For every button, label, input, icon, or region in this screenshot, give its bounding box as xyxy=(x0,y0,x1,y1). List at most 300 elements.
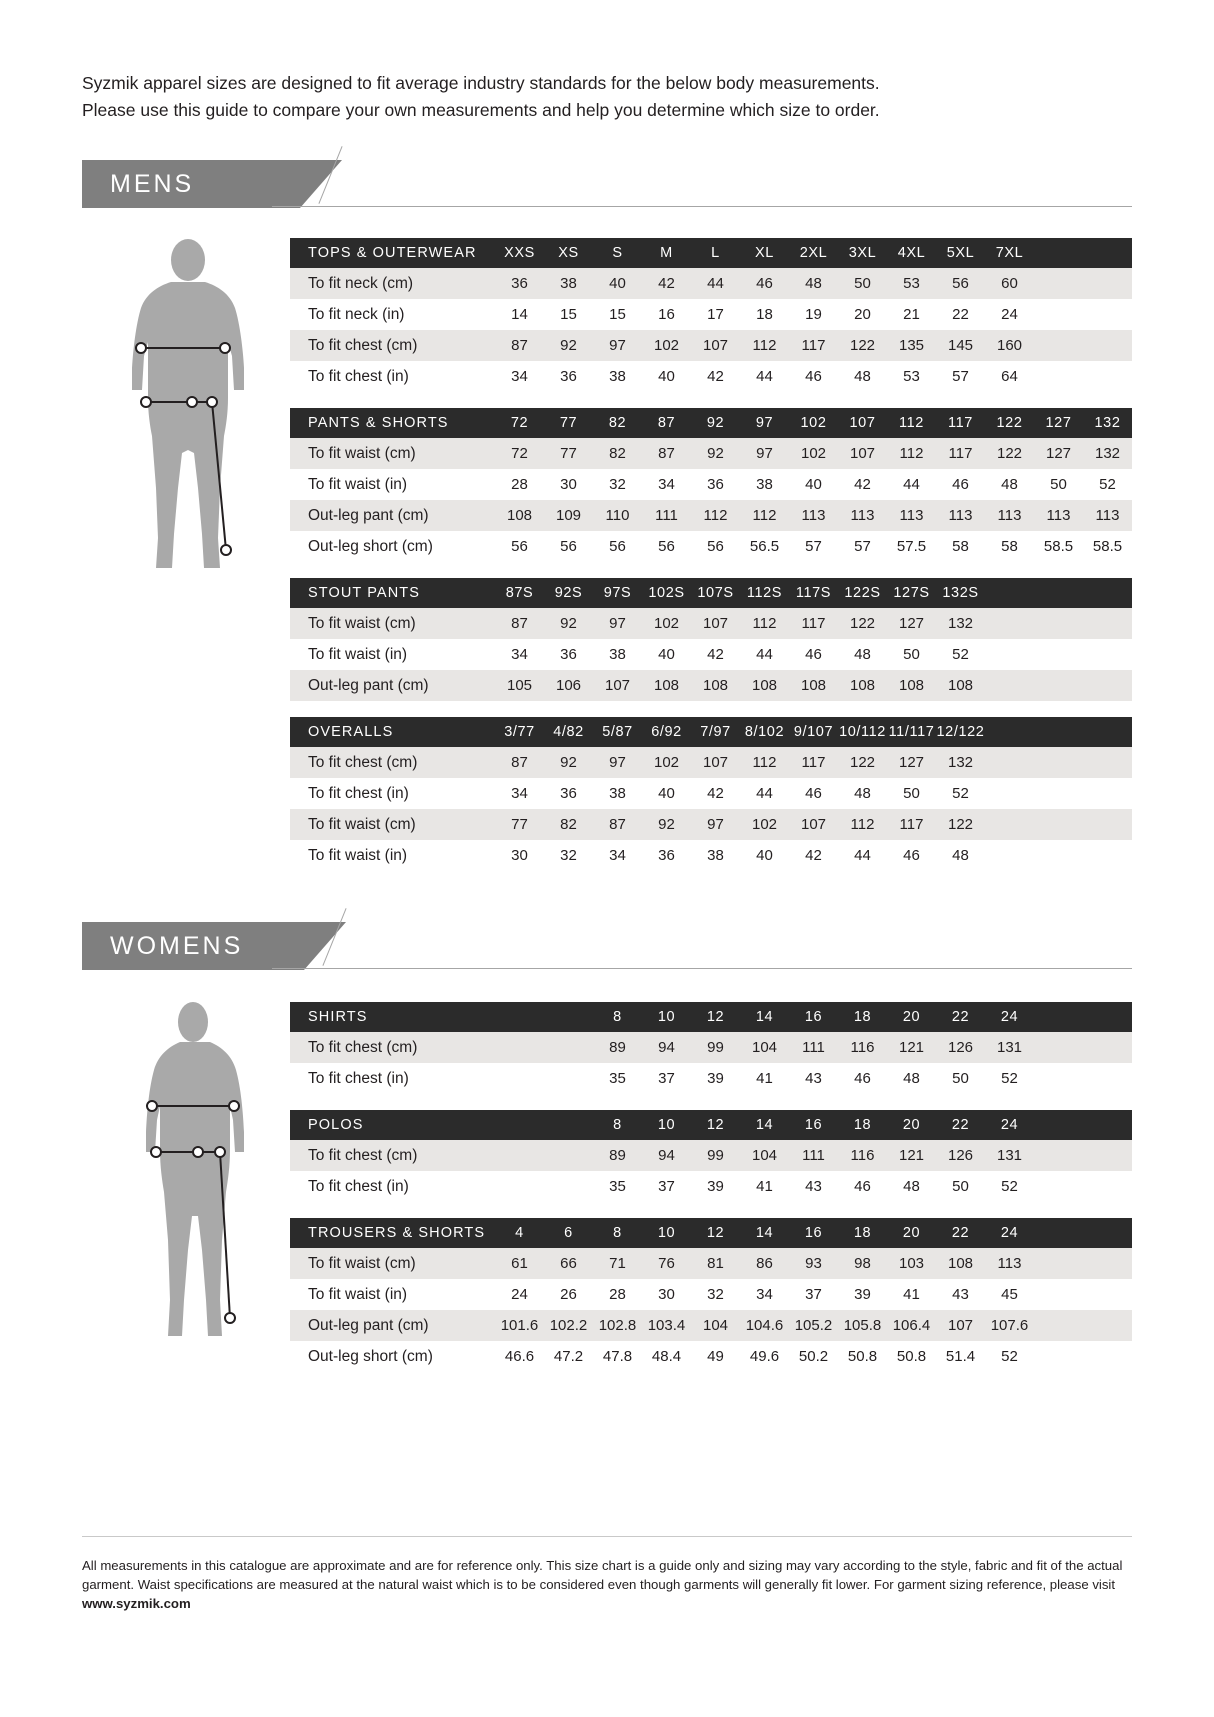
table-cell: 42 xyxy=(691,639,740,670)
table-row xyxy=(290,438,1132,469)
table-cell: 66 xyxy=(544,1248,593,1279)
table-cell xyxy=(1034,1063,1083,1094)
column-header: 10 xyxy=(642,1110,691,1140)
womens-body-figure xyxy=(118,1000,268,1345)
table-cell xyxy=(1083,1310,1132,1341)
table-cell: 127 xyxy=(887,608,936,639)
table-cell: 89 xyxy=(593,1140,642,1171)
table-cell: 113 xyxy=(887,500,936,531)
table-cell: 50 xyxy=(838,268,887,299)
table-cell: 131 xyxy=(985,1032,1034,1063)
mens-body-figure xyxy=(108,238,268,578)
table-cell: 38 xyxy=(593,778,642,809)
table-cell: 81 xyxy=(691,1248,740,1279)
column-header: 18 xyxy=(838,1218,887,1248)
table-spacer xyxy=(290,701,1132,717)
table-cell: 113 xyxy=(1034,500,1083,531)
table-cell: 50.8 xyxy=(887,1341,936,1372)
table-cell: 50 xyxy=(936,1171,985,1202)
column-header: 4/82 xyxy=(544,717,593,747)
table-cell: 38 xyxy=(740,469,789,500)
table-cell: 15 xyxy=(544,299,593,330)
table-cell: 108 xyxy=(936,1248,985,1279)
table-cell: 51.4 xyxy=(936,1341,985,1372)
table-cell: 113 xyxy=(789,500,838,531)
row-label: To fit neck (in) xyxy=(290,299,495,330)
table-row xyxy=(290,1310,1132,1341)
table-cell xyxy=(1034,1310,1083,1341)
table-cell: 57 xyxy=(838,531,887,562)
table-title: SHIRTS xyxy=(290,1002,495,1032)
table-cell: 17 xyxy=(691,299,740,330)
row-label: To fit waist (cm) xyxy=(290,1248,495,1279)
table-cell: 39 xyxy=(691,1063,740,1094)
intro-line-2: Please use this guide to compare your own measurements and help you determine which size to order. xyxy=(82,100,880,121)
column-header: 7/97 xyxy=(691,717,740,747)
table-cell xyxy=(1034,1032,1083,1063)
table-cell: 24 xyxy=(985,299,1034,330)
column-header xyxy=(1034,1218,1083,1248)
table-cell xyxy=(1083,1341,1132,1372)
column-header: 5XL xyxy=(936,238,985,268)
row-label: Out-leg short (cm) xyxy=(290,1341,495,1372)
table-cell: 38 xyxy=(593,639,642,670)
table-cell: 103.4 xyxy=(642,1310,691,1341)
table-cell: 37 xyxy=(789,1279,838,1310)
table-cell: 46 xyxy=(838,1171,887,1202)
column-header: 122S xyxy=(838,578,887,608)
table-cell: 48 xyxy=(838,778,887,809)
table-title: STOUT PANTS xyxy=(290,578,495,608)
column-header: 11/117 xyxy=(887,717,936,747)
column-header xyxy=(1034,238,1083,268)
table-cell: 82 xyxy=(593,438,642,469)
table-cell: 126 xyxy=(936,1140,985,1171)
table-cell xyxy=(1034,1248,1083,1279)
table-cell: 50 xyxy=(887,778,936,809)
column-header: 12 xyxy=(691,1002,740,1032)
table-cell: 39 xyxy=(691,1171,740,1202)
table-cell xyxy=(1034,840,1083,871)
table-cell: 30 xyxy=(642,1279,691,1310)
table-cell: 36 xyxy=(544,361,593,392)
column-header xyxy=(985,578,1034,608)
table-row xyxy=(290,469,1132,500)
column-header: 22 xyxy=(936,1110,985,1140)
table-cell: 49 xyxy=(691,1341,740,1372)
column-header: 4XL xyxy=(887,238,936,268)
table-cell: 92 xyxy=(691,438,740,469)
table-cell: 57.5 xyxy=(887,531,936,562)
table-cell xyxy=(1034,608,1083,639)
table-cell: 57 xyxy=(936,361,985,392)
table-cell: 52 xyxy=(985,1341,1034,1372)
table-title: TOPS & OUTERWEAR xyxy=(290,238,495,268)
table-cell: 98 xyxy=(838,1248,887,1279)
table-cell xyxy=(495,1140,544,1171)
table-cell: 112 xyxy=(887,438,936,469)
column-header: 6 xyxy=(544,1218,593,1248)
table-cell: 132 xyxy=(936,747,985,778)
table-cell xyxy=(1083,1032,1132,1063)
column-header: XL xyxy=(740,238,789,268)
column-header: 12/122 xyxy=(936,717,985,747)
table-cell: 104 xyxy=(740,1140,789,1171)
column-header: 72 xyxy=(495,408,544,438)
row-label: To fit waist (cm) xyxy=(290,809,495,840)
table-cell: 116 xyxy=(838,1032,887,1063)
table-cell xyxy=(1034,778,1083,809)
row-label: To fit waist (in) xyxy=(290,840,495,871)
table-cell: 34 xyxy=(495,361,544,392)
table-cell: 40 xyxy=(740,840,789,871)
table-cell: 77 xyxy=(544,438,593,469)
table-cell: 46 xyxy=(838,1063,887,1094)
column-header xyxy=(985,717,1034,747)
column-header: 8 xyxy=(593,1110,642,1140)
table-cell: 56 xyxy=(495,531,544,562)
table-row xyxy=(290,639,1132,670)
table-cell: 41 xyxy=(887,1279,936,1310)
table-cell: 127 xyxy=(887,747,936,778)
table-cell: 36 xyxy=(642,840,691,871)
table-title: TROUSERS & SHORTS xyxy=(290,1218,495,1248)
table-cell: 108 xyxy=(887,670,936,701)
column-header: 107S xyxy=(691,578,740,608)
table-cell: 87 xyxy=(495,608,544,639)
table-cell: 38 xyxy=(691,840,740,871)
table-cell: 35 xyxy=(593,1171,642,1202)
table-cell: 46 xyxy=(936,469,985,500)
table-cell: 48 xyxy=(838,639,887,670)
table-cell: 28 xyxy=(495,469,544,500)
table-trousers-shorts xyxy=(290,1218,1132,1372)
row-label: To fit waist (in) xyxy=(290,1279,495,1310)
table-cell: 135 xyxy=(887,330,936,361)
intro-line-1: Syzmik apparel sizes are designed to fit average industry standards for the below body measurements. xyxy=(82,73,880,93)
table-cell: 46.6 xyxy=(495,1341,544,1372)
column-header: 92S xyxy=(544,578,593,608)
table-cell xyxy=(985,670,1034,701)
row-label: To fit neck (cm) xyxy=(290,268,495,299)
table-cell: 53 xyxy=(887,361,936,392)
table-cell: 41 xyxy=(740,1063,789,1094)
table-cell: 50 xyxy=(1034,469,1083,500)
table-cell: 110 xyxy=(593,500,642,531)
table-cell: 113 xyxy=(936,500,985,531)
table-cell xyxy=(1034,268,1083,299)
column-header: 20 xyxy=(887,1218,936,1248)
table-cell: 43 xyxy=(789,1171,838,1202)
table-cell: 44 xyxy=(740,639,789,670)
table-cell: 58.5 xyxy=(1083,531,1132,562)
table-cell: 56 xyxy=(691,531,740,562)
column-header: 12 xyxy=(691,1110,740,1140)
banner-rule-womens xyxy=(272,968,1132,969)
table-cell: 111 xyxy=(789,1140,838,1171)
column-header: 24 xyxy=(985,1218,1034,1248)
table-cell: 34 xyxy=(495,639,544,670)
table-cell: 82 xyxy=(544,809,593,840)
column-header: 132S xyxy=(936,578,985,608)
column-header: S xyxy=(593,238,642,268)
column-header: 16 xyxy=(789,1110,838,1140)
table-cell: 107 xyxy=(936,1310,985,1341)
table-cell: 20 xyxy=(838,299,887,330)
table-header-row xyxy=(290,238,1132,268)
table-cell: 34 xyxy=(642,469,691,500)
table-cell: 103 xyxy=(887,1248,936,1279)
table-cell xyxy=(1083,670,1132,701)
table-cell: 52 xyxy=(985,1063,1034,1094)
table-cell: 121 xyxy=(887,1140,936,1171)
table-cell: 40 xyxy=(593,268,642,299)
column-header xyxy=(1083,238,1132,268)
table-cell: 107 xyxy=(691,747,740,778)
table-cell: 108 xyxy=(495,500,544,531)
row-label: To fit chest (cm) xyxy=(290,1140,495,1171)
table-cell xyxy=(1083,809,1132,840)
table-row xyxy=(290,1032,1132,1063)
womens-banner-label: WOMENS xyxy=(110,931,244,960)
table-cell: 112 xyxy=(838,809,887,840)
column-header xyxy=(495,1002,544,1032)
column-header: 8/102 xyxy=(740,717,789,747)
table-cell: 117 xyxy=(789,608,838,639)
table-cell: 50.8 xyxy=(838,1341,887,1372)
table-cell: 122 xyxy=(936,809,985,840)
table-cell: 40 xyxy=(789,469,838,500)
table-shirts xyxy=(290,1002,1132,1094)
table-cell: 64 xyxy=(985,361,1034,392)
table-cell: 40 xyxy=(642,639,691,670)
table-cell xyxy=(1083,268,1132,299)
table-cell: 117 xyxy=(887,809,936,840)
mens-tables xyxy=(290,238,1132,871)
column-header xyxy=(1083,578,1132,608)
table-cell: 105 xyxy=(495,670,544,701)
table-cell: 122 xyxy=(838,747,887,778)
table-cell xyxy=(1083,330,1132,361)
column-header: 92 xyxy=(691,408,740,438)
column-header: 4 xyxy=(495,1218,544,1248)
column-header: 132 xyxy=(1083,408,1132,438)
table-cell: 117 xyxy=(789,330,838,361)
table-cell: 48 xyxy=(887,1171,936,1202)
table-cell: 77 xyxy=(495,809,544,840)
table-cell: 105.8 xyxy=(838,1310,887,1341)
column-header xyxy=(1083,717,1132,747)
table-cell: 102.2 xyxy=(544,1310,593,1341)
table-cell: 42 xyxy=(838,469,887,500)
table-cell xyxy=(1034,299,1083,330)
table-cell: 107 xyxy=(593,670,642,701)
table-cell: 76 xyxy=(642,1248,691,1279)
table-cell: 107 xyxy=(838,438,887,469)
table-cell: 48 xyxy=(838,361,887,392)
table-cell: 34 xyxy=(593,840,642,871)
row-label: To fit waist (cm) xyxy=(290,608,495,639)
table-cell: 24 xyxy=(495,1279,544,1310)
table-cell: 104 xyxy=(691,1310,740,1341)
table-cell: 108 xyxy=(936,670,985,701)
column-header: 9/107 xyxy=(789,717,838,747)
table-row xyxy=(290,608,1132,639)
column-header: 6/92 xyxy=(642,717,691,747)
table-cell: 97 xyxy=(593,330,642,361)
table-cell: 126 xyxy=(936,1032,985,1063)
table-cell xyxy=(1083,840,1132,871)
table-cell: 46 xyxy=(789,639,838,670)
column-header: 22 xyxy=(936,1002,985,1032)
banner-rule-mens xyxy=(272,206,1132,207)
column-header: 20 xyxy=(887,1110,936,1140)
table-cell: 26 xyxy=(544,1279,593,1310)
table-cell: 30 xyxy=(544,469,593,500)
table-cell: 106.4 xyxy=(887,1310,936,1341)
table-cell: 56.5 xyxy=(740,531,789,562)
table-cell: 104.6 xyxy=(740,1310,789,1341)
table-cell: 58 xyxy=(936,531,985,562)
column-header: 18 xyxy=(838,1110,887,1140)
table-cell xyxy=(1083,639,1132,670)
table-cell: 16 xyxy=(642,299,691,330)
footer-divider xyxy=(82,1536,1132,1537)
table-cell: 58.5 xyxy=(1034,531,1083,562)
table-cell xyxy=(495,1032,544,1063)
table-row xyxy=(290,840,1132,871)
table-cell xyxy=(1034,1171,1083,1202)
footer-text: All measurements in this catalogue are approximate and are for reference only. This size chart is a guide only and sizing may vary according to the style, fabric and fit of the actual garment. Waist specifications are measured at the natural waist which is to be considered even though garments will generally fit lower. For garment sizing reference, please visit xyxy=(82,1558,1123,1593)
table-cell: 112 xyxy=(740,747,789,778)
table-cell: 58 xyxy=(985,531,1034,562)
row-label: To fit chest (cm) xyxy=(290,330,495,361)
table-cell: 121 xyxy=(887,1032,936,1063)
table-cell xyxy=(1083,1248,1132,1279)
column-header: 82 xyxy=(593,408,642,438)
table-polos xyxy=(290,1110,1132,1202)
table-cell: 107.6 xyxy=(985,1310,1034,1341)
table-cell: 47.2 xyxy=(544,1341,593,1372)
row-label: Out-leg pant (cm) xyxy=(290,670,495,701)
table-cell: 48.4 xyxy=(642,1341,691,1372)
table-cell: 108 xyxy=(740,670,789,701)
column-header xyxy=(495,1110,544,1140)
womens-tables xyxy=(290,1002,1132,1372)
column-header: 102 xyxy=(789,408,838,438)
table-cell xyxy=(985,639,1034,670)
table-cell xyxy=(1083,778,1132,809)
table-cell: 15 xyxy=(593,299,642,330)
table-row xyxy=(290,1063,1132,1094)
table-cell: 36 xyxy=(691,469,740,500)
table-cell: 43 xyxy=(789,1063,838,1094)
table-cell xyxy=(985,747,1034,778)
column-header: 3XL xyxy=(838,238,887,268)
table-cell: 97 xyxy=(691,809,740,840)
table-cell: 87 xyxy=(495,330,544,361)
table-cell: 160 xyxy=(985,330,1034,361)
table-cell: 34 xyxy=(495,778,544,809)
table-cell: 56 xyxy=(544,531,593,562)
table-cell: 89 xyxy=(593,1032,642,1063)
table-cell: 109 xyxy=(544,500,593,531)
table-header-row xyxy=(290,1110,1132,1140)
table-cell: 56 xyxy=(936,268,985,299)
column-header xyxy=(1083,1002,1132,1032)
column-header: 122 xyxy=(985,408,1034,438)
column-header: XXS xyxy=(495,238,544,268)
table-cell: 87 xyxy=(642,438,691,469)
table-cell: 113 xyxy=(985,1248,1034,1279)
column-header: 127 xyxy=(1034,408,1083,438)
table-cell: 101.6 xyxy=(495,1310,544,1341)
table-row xyxy=(290,531,1132,562)
row-label: To fit chest (in) xyxy=(290,778,495,809)
mens-banner-label: MENS xyxy=(110,169,195,198)
column-header: XS xyxy=(544,238,593,268)
table-cell: 112 xyxy=(740,500,789,531)
table-cell: 102 xyxy=(642,747,691,778)
table-spacer xyxy=(290,1094,1132,1110)
table-row xyxy=(290,747,1132,778)
table-cell: 61 xyxy=(495,1248,544,1279)
table-title: PANTS & SHORTS xyxy=(290,408,495,438)
table-cell: 44 xyxy=(838,840,887,871)
table-row xyxy=(290,1279,1132,1310)
intro-text xyxy=(82,70,1082,124)
table-cell: 112 xyxy=(740,608,789,639)
table-cell xyxy=(1083,1140,1132,1171)
table-cell: 35 xyxy=(593,1063,642,1094)
table-cell: 43 xyxy=(936,1279,985,1310)
table-cell: 92 xyxy=(544,608,593,639)
column-header: 102S xyxy=(642,578,691,608)
table-cell: 94 xyxy=(642,1032,691,1063)
table-row xyxy=(290,1140,1132,1171)
table-cell: 42 xyxy=(642,268,691,299)
table-cell: 52 xyxy=(1083,469,1132,500)
table-cell: 37 xyxy=(642,1063,691,1094)
table-cell: 127 xyxy=(1034,438,1083,469)
banner-triangle-mens xyxy=(300,160,342,208)
footer-link[interactable]: www.syzmik.com xyxy=(82,1596,191,1612)
table-cell: 87 xyxy=(495,747,544,778)
table-cell: 52 xyxy=(936,639,985,670)
column-header: 18 xyxy=(838,1002,887,1032)
table-header-row xyxy=(290,408,1132,438)
table-cell: 28 xyxy=(593,1279,642,1310)
table-cell xyxy=(1034,747,1083,778)
column-header: L xyxy=(691,238,740,268)
column-header xyxy=(1083,1110,1132,1140)
table-row xyxy=(290,1341,1132,1372)
column-header: 87S xyxy=(495,578,544,608)
table-cell: 131 xyxy=(985,1140,1034,1171)
table-cell xyxy=(1034,1140,1083,1171)
column-header: 112S xyxy=(740,578,789,608)
table-cell xyxy=(1083,299,1132,330)
table-cell: 44 xyxy=(887,469,936,500)
table-cell xyxy=(985,608,1034,639)
column-header xyxy=(1034,717,1083,747)
table-cell: 46 xyxy=(789,361,838,392)
column-header: 14 xyxy=(740,1110,789,1140)
table-cell: 57 xyxy=(789,531,838,562)
table-cell xyxy=(1083,1063,1132,1094)
table-cell: 41 xyxy=(740,1171,789,1202)
table-cell xyxy=(1083,608,1132,639)
